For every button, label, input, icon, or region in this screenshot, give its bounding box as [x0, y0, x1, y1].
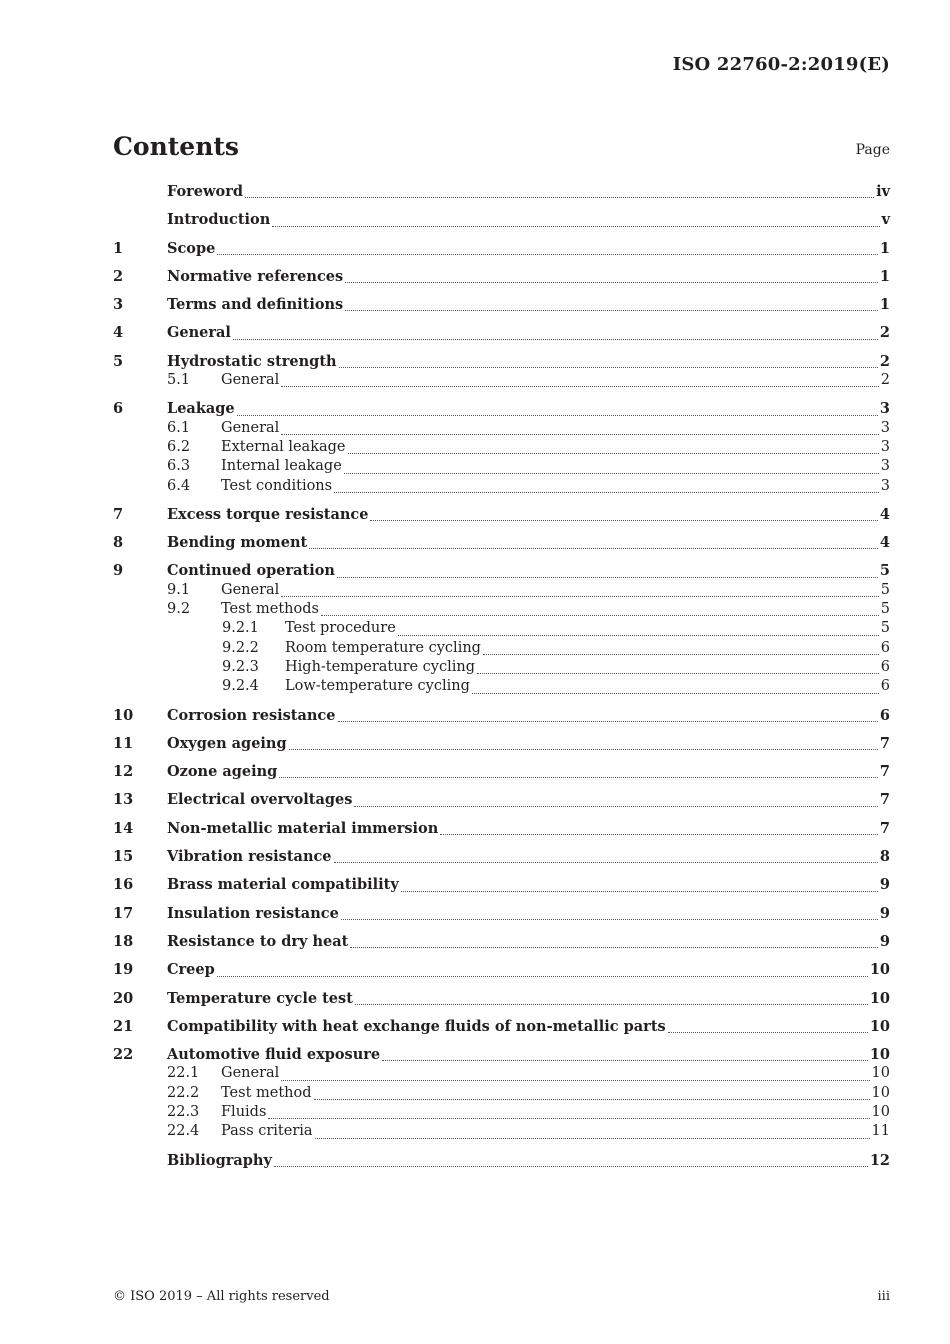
toc-leader-dots: [268, 1114, 869, 1119]
toc-entry-number: 6.1: [167, 419, 191, 436]
toc-entry[interactable]: [113, 439, 890, 458]
toc-entry[interactable]: [113, 1065, 890, 1084]
toc-leader-dots: [245, 193, 874, 198]
toc-entry[interactable]: [113, 183, 890, 202]
toc-entry-page: 5: [879, 562, 890, 580]
toc-entry-title: Test method: [221, 1084, 312, 1101]
toc-entry-page: 5: [880, 581, 890, 598]
toc-entry-number: 21: [113, 1017, 134, 1035]
toc-entry-number: 11: [113, 734, 134, 752]
toc-entry-page: 10: [869, 1046, 890, 1064]
toc-entry-page: iv: [876, 183, 890, 200]
toc-entry[interactable]: [113, 324, 890, 343]
toc-leader-dots: [281, 1076, 869, 1081]
toc-entry-title: Brass material compatibility: [167, 876, 399, 894]
toc-entry-title: Introduction: [167, 211, 271, 229]
toc-entry-number: 9.2: [167, 601, 191, 618]
toc-entry[interactable]: [113, 876, 890, 895]
toc-entry-number: 14: [113, 819, 134, 837]
toc-leader-dots: [440, 830, 878, 835]
toc-entry-number: 1: [113, 239, 124, 257]
toc-leader-dots: [339, 363, 878, 368]
toc-entry[interactable]: [113, 640, 890, 659]
toc-entry-page: 10: [871, 1084, 890, 1101]
toc-entry-page: 4: [879, 534, 890, 552]
toc-entry[interactable]: [113, 353, 890, 372]
toc-entry-title: General: [221, 372, 280, 389]
toc-entry-page: 6: [879, 706, 890, 724]
toc-entry[interactable]: [113, 1046, 890, 1065]
toc-entry[interactable]: [113, 1104, 890, 1123]
toc-entry-number: 6.3: [167, 458, 191, 475]
toc-entry-page: 10: [871, 1065, 890, 1082]
toc-entry[interactable]: [113, 620, 890, 639]
toc-leader-dots: [279, 773, 878, 778]
toc-entry-number: 6.4: [167, 477, 191, 494]
toc-entry[interactable]: [113, 905, 890, 924]
toc-entry-title: Oxygen ageing: [167, 734, 287, 752]
page-column-label: Page: [855, 142, 890, 158]
toc-entry-page: 5: [880, 620, 890, 637]
toc-entry[interactable]: [113, 1085, 890, 1104]
toc-entry[interactable]: [113, 458, 890, 477]
toc-leader-dots: [272, 222, 879, 227]
toc-entry-title: Insulation resistance: [167, 904, 339, 922]
toc-leader-dots: [477, 669, 879, 674]
toc-entry-page: 7: [879, 791, 890, 809]
toc-entry-page: 2: [879, 324, 890, 342]
toc-entry-page: 7: [879, 734, 890, 752]
toc-leader-dots: [281, 592, 878, 597]
toc-entry-title: Non-metallic material immersion: [167, 819, 439, 837]
toc-entry-page: 9: [879, 876, 890, 894]
toc-entry-title: Continued operation: [167, 562, 335, 580]
toc-entry-title: Compatibility with heat exchange fluids of non-metallic parts: [167, 1017, 666, 1035]
toc-entry[interactable]: [113, 562, 890, 581]
toc-entry-number: 16: [113, 876, 134, 894]
toc-entry-title: External leakage: [221, 438, 346, 455]
toc-entry-number: 10: [113, 706, 134, 724]
toc-entry-number: 13: [113, 791, 134, 809]
toc-leader-dots: [314, 1095, 870, 1100]
toc-leader-dots: [472, 689, 879, 694]
toc-entry-page: 5: [880, 601, 890, 618]
toc-leader-dots: [341, 915, 878, 920]
toc-entry-page: 1: [879, 239, 890, 257]
toc-entry-page: 6: [880, 639, 890, 656]
toc-leader-dots: [233, 335, 878, 340]
toc-entry-number: 4: [113, 324, 124, 342]
toc-entry[interactable]: [113, 820, 890, 839]
toc-entry-number: 22.3: [167, 1103, 200, 1120]
toc-entry-title: Fluids: [221, 1103, 267, 1120]
toc-entry-title: Low-temperature cycling: [285, 678, 470, 695]
toc-leader-dots: [483, 650, 879, 655]
toc-entry-title: General: [221, 419, 280, 436]
toc-entry-page: 10: [871, 1103, 890, 1120]
toc-entry-title: Normative references: [167, 267, 344, 285]
toc-entry-title: Bibliography: [167, 1151, 272, 1169]
toc-entry[interactable]: [113, 268, 890, 287]
toc-leader-dots: [217, 250, 878, 255]
toc-leader-dots: [289, 745, 878, 750]
toc-entry-number: 12: [113, 763, 134, 781]
toc-entry-title: Creep: [167, 961, 215, 979]
toc-entry-page: 3: [879, 400, 890, 418]
toc-entry-title: Corrosion resistance: [167, 706, 336, 724]
toc-entry-number: 7: [113, 505, 124, 523]
toc-entry-page: 3: [880, 419, 890, 436]
toc-leader-dots: [355, 1000, 868, 1005]
toc-entry-title: Room temperature cycling: [285, 639, 481, 656]
toc-entry-number: 6.2: [167, 438, 191, 455]
toc-leader-dots: [338, 717, 878, 722]
toc-entry[interactable]: [113, 240, 890, 259]
toc-entry-number: 5: [113, 352, 124, 370]
toc-entry-title: Vibration resistance: [167, 848, 332, 866]
toc-entry-number: 5.1: [167, 372, 191, 389]
toc-entry[interactable]: [113, 791, 890, 810]
toc-entry-number: 6: [113, 400, 124, 418]
toc-entry-title: Automotive fluid exposure: [167, 1046, 381, 1064]
toc-leader-dots: [337, 573, 878, 578]
toc-leader-dots: [348, 449, 879, 454]
toc-entry-number: 8: [113, 534, 124, 552]
footer-page-number: iii: [877, 1289, 890, 1304]
toc-leader-dots: [345, 278, 878, 283]
toc-leader-dots: [281, 382, 878, 387]
toc-entry[interactable]: [113, 1152, 890, 1171]
toc-entry[interactable]: [113, 420, 890, 439]
toc-entry[interactable]: [113, 534, 890, 553]
toc-leader-dots: [334, 858, 878, 863]
toc-entry-number: 17: [113, 904, 134, 922]
toc-entry-title: Resistance to dry heat: [167, 932, 349, 950]
toc-entry-page: 6: [880, 678, 890, 695]
toc-entry[interactable]: [113, 678, 890, 697]
toc-entry-page: v: [881, 211, 890, 229]
toc-entry[interactable]: [113, 735, 890, 754]
toc-entry-title: Terms and definitions: [167, 296, 344, 314]
page-title: Contents: [113, 132, 240, 161]
toc-entry[interactable]: [113, 601, 890, 620]
toc-leader-dots: [345, 306, 878, 311]
toc-entry[interactable]: [113, 1123, 890, 1142]
toc-entry-number: 19: [113, 961, 134, 979]
toc-leader-dots: [309, 544, 878, 549]
toc-entry-number: 22: [113, 1046, 134, 1064]
toc-entry-number: 3: [113, 296, 124, 314]
toc-entry-title: General: [221, 1065, 280, 1082]
toc-leader-dots: [237, 411, 878, 416]
toc-leader-dots: [274, 1162, 868, 1167]
toc-entry[interactable]: [113, 211, 890, 230]
toc-entry-number: 9.2.1: [222, 620, 259, 637]
toc-entry-page: 10: [869, 961, 890, 979]
toc-entry-title: Test methods: [221, 601, 319, 618]
toc-entry[interactable]: [113, 848, 890, 867]
toc-entry[interactable]: [113, 400, 890, 419]
toc-leader-dots: [334, 488, 879, 493]
toc-entry-page: 3: [880, 477, 890, 494]
toc-entry-number: 22.4: [167, 1123, 200, 1140]
toc-entry-page: 3: [880, 458, 890, 475]
toc-entry[interactable]: [113, 659, 890, 678]
toc-entry-page: 8: [879, 848, 890, 866]
toc-entry-title: Scope: [167, 239, 216, 257]
toc-entry-page: 9: [879, 904, 890, 922]
toc-leader-dots: [668, 1028, 868, 1033]
toc-entry-number: 9.2.2: [222, 639, 259, 656]
toc-leader-dots: [281, 430, 878, 435]
footer-copyright: © ISO 2019 – All rights reserved: [113, 1289, 330, 1304]
toc-entry-page: 3: [880, 438, 890, 455]
toc-leader-dots: [315, 1134, 870, 1139]
toc-entry-title: Leakage: [167, 400, 235, 418]
toc-leader-dots: [398, 631, 879, 636]
toc-entry-title: Ozone ageing: [167, 763, 278, 781]
toc-entry-page: 2: [880, 372, 890, 389]
document-id: ISO 22760-2:2019(E): [672, 54, 890, 75]
toc-entry-number: 9.2.3: [222, 658, 259, 675]
toc-entry-page: 12: [869, 1151, 890, 1169]
toc-entry-page: 4: [879, 505, 890, 523]
toc-entry[interactable]: [113, 478, 890, 497]
toc-entry-number: 9.2.4: [222, 678, 259, 695]
toc-entry[interactable]: [113, 582, 890, 601]
toc-entry[interactable]: [113, 990, 890, 1009]
toc-leader-dots: [321, 611, 879, 616]
toc-entry[interactable]: [113, 1018, 890, 1037]
toc-leader-dots: [217, 972, 868, 977]
toc-entry[interactable]: [113, 933, 890, 952]
toc-entry-number: 9.1: [167, 581, 191, 598]
toc-entry[interactable]: [113, 372, 890, 391]
toc-leader-dots: [354, 802, 877, 807]
toc-entry-title: Electrical overvoltages: [167, 791, 353, 809]
toc-entry[interactable]: [113, 506, 890, 525]
toc-entry[interactable]: [113, 296, 890, 315]
toc-entry-number: 18: [113, 932, 134, 950]
toc-entry-page: 7: [879, 819, 890, 837]
toc-entry-number: 20: [113, 989, 134, 1007]
toc-leader-dots: [350, 943, 878, 948]
toc-entry-page: 2: [879, 352, 890, 370]
toc-entry-title: General: [167, 324, 231, 342]
toc-entry-number: 22.1: [167, 1065, 200, 1082]
toc-entry-title: Pass criteria: [221, 1123, 313, 1140]
toc-leader-dots: [382, 1056, 868, 1061]
toc-leader-dots: [344, 469, 879, 474]
toc-entry-page: 11: [871, 1123, 890, 1140]
toc-entry-title: Internal leakage: [221, 458, 342, 475]
toc-entry-page: 10: [869, 1017, 890, 1035]
toc-entry-title: High-temperature cycling: [285, 658, 476, 675]
toc-entry-number: 22.2: [167, 1084, 200, 1101]
toc-entry-title: Bending moment: [167, 534, 308, 552]
toc-entry-title: Test procedure: [285, 620, 396, 637]
toc-entry-page: 1: [879, 296, 890, 314]
toc-entry-number: 9: [113, 562, 124, 580]
toc-entry-title: Foreword: [167, 183, 243, 200]
toc-entry-page: 6: [880, 658, 890, 675]
toc-entry-number: 15: [113, 848, 134, 866]
toc-entry-title: Excess torque resistance: [167, 505, 369, 523]
toc-entry-title: Test conditions: [221, 477, 333, 494]
toc-entry-page: 7: [879, 763, 890, 781]
toc-entry-title: Hydrostatic strength: [167, 352, 337, 370]
toc-entry[interactable]: [113, 763, 890, 782]
toc-entry[interactable]: [113, 707, 890, 726]
toc-leader-dots: [401, 887, 878, 892]
toc-entry-title: General: [221, 581, 280, 598]
toc-entry-page: 10: [869, 989, 890, 1007]
toc-entry-title: Temperature cycle test: [167, 989, 353, 1007]
toc-entry[interactable]: [113, 961, 890, 980]
toc-entry-number: 2: [113, 267, 124, 285]
toc-entry-page: 9: [879, 932, 890, 950]
table-of-contents: [113, 183, 890, 1171]
toc-leader-dots: [370, 516, 877, 521]
toc-entry-page: 1: [879, 267, 890, 285]
